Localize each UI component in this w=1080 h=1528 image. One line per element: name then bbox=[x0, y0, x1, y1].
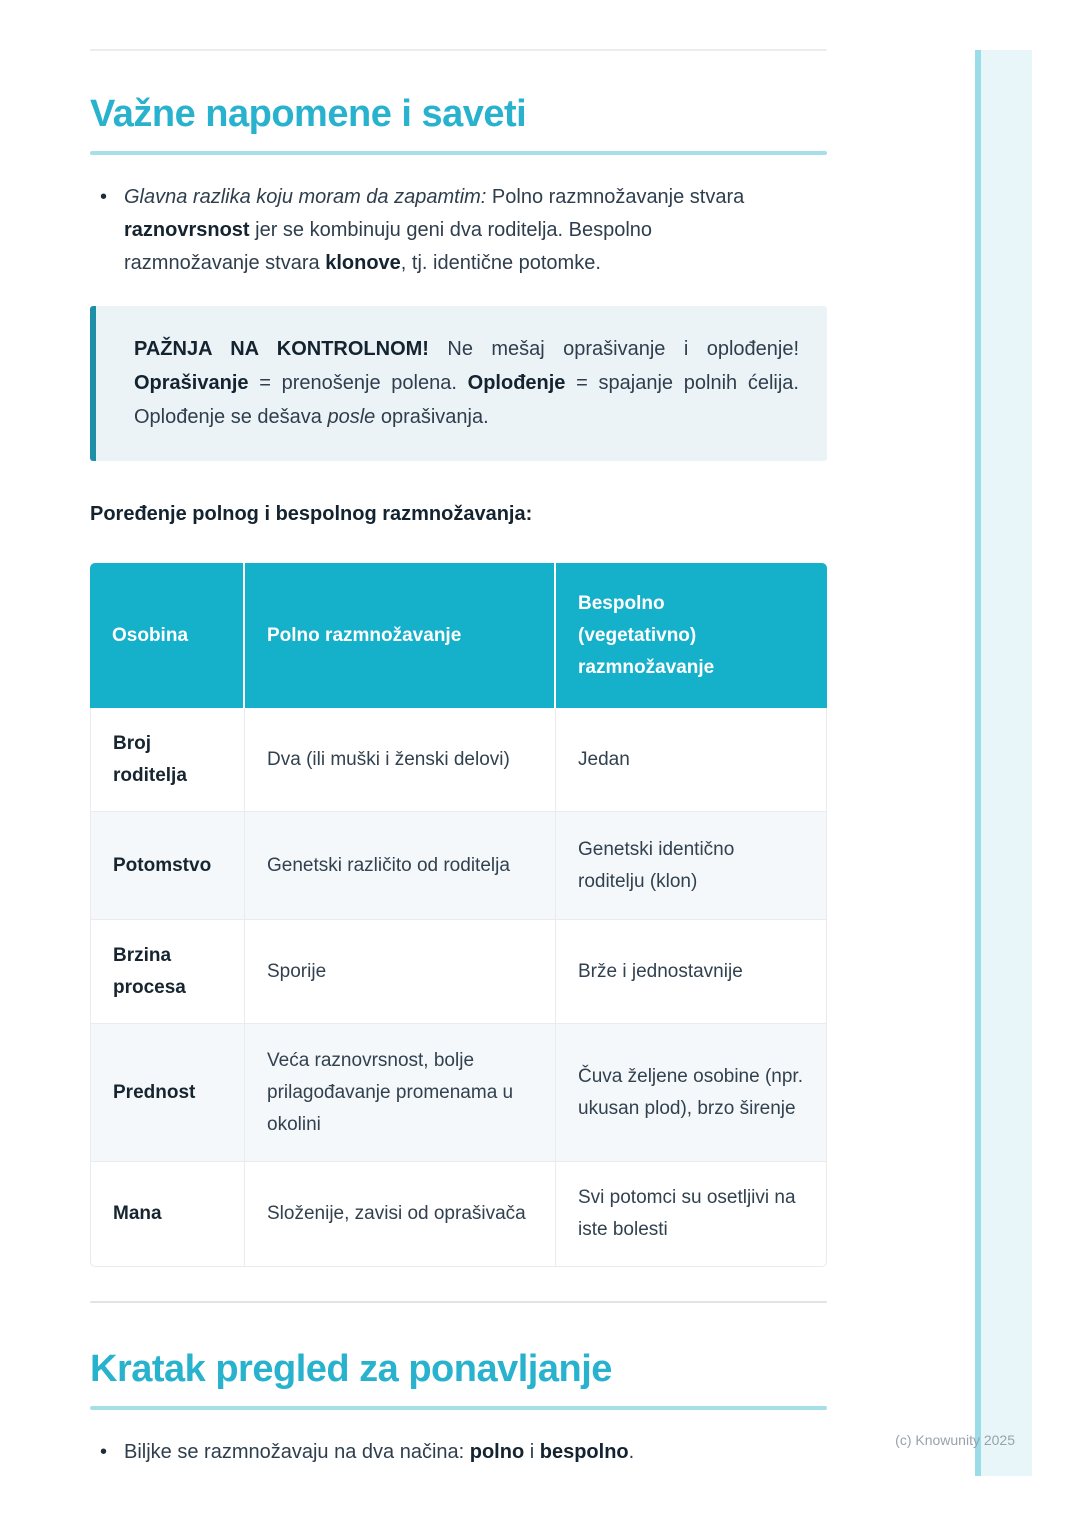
bespolno-cell: Brže i jednostavnije bbox=[556, 920, 827, 1024]
header-cell-polno: Polno razmnožavanje bbox=[245, 563, 556, 708]
note-page-content bbox=[90, 0, 827, 1469]
table-row bbox=[90, 1024, 827, 1162]
polno-cell: Genetski različito od roditelja bbox=[245, 812, 556, 920]
table-row bbox=[90, 1162, 827, 1267]
row-label-cell: Potomstvo bbox=[90, 812, 245, 920]
section-divider bbox=[90, 1301, 827, 1303]
bullet-dot-icon: • bbox=[100, 186, 108, 208]
comparison-table bbox=[90, 563, 827, 1267]
bespolno-cell: Čuva željene osobine (npr. ukusan plod), brzo širenje bbox=[556, 1024, 827, 1162]
bullet-dot-icon: • bbox=[100, 1441, 108, 1463]
page-side-stripe bbox=[975, 50, 1032, 1476]
bespolno-cell: Svi potomci su osetljivi na iste bolesti bbox=[556, 1162, 827, 1267]
table-intro-heading: Poređenje polnog i bespolnog razmnožavanja: bbox=[90, 503, 533, 525]
header-cell-bespolno: Bespolno (vegetativno) razmnožavanje bbox=[556, 563, 827, 708]
italic-lead: Glavna razlika koju moram da zapamtim: bbox=[124, 186, 487, 208]
bold-klonove: klonove bbox=[325, 252, 401, 274]
polno-cell: Dva (ili muški i ženski delovi) bbox=[245, 708, 556, 812]
row-label-cell: Brzina procesa bbox=[90, 920, 245, 1024]
bold-oprasivanje: Oprašivanje bbox=[134, 372, 249, 394]
copyright-credit: (c) Knowunity 2025 bbox=[895, 1432, 1015, 1448]
bespolno-cell: Jedan bbox=[556, 708, 827, 812]
summary-bullet bbox=[90, 1436, 827, 1469]
note-bullet-main-difference bbox=[90, 181, 827, 280]
polno-cell: Veća raznovrsnost, bolje prilagođavanje promenama u okolini bbox=[245, 1024, 556, 1162]
callout-warning-lead: PAŽNJA NA KONTROLNOM! bbox=[134, 338, 429, 360]
table-row bbox=[90, 812, 827, 920]
polno-cell: Složenije, zavisi od oprašivača bbox=[245, 1162, 556, 1267]
section-title-napomene: Važne napomene i saveti bbox=[90, 93, 527, 135]
polno-cell: Sporije bbox=[245, 920, 556, 1024]
row-label-cell: Prednost bbox=[90, 1024, 245, 1162]
bold-raznovrsnost: raznovrsnost bbox=[124, 219, 250, 241]
section-title-underline bbox=[90, 151, 827, 155]
row-label-cell: Broj roditelja bbox=[90, 708, 245, 812]
table-row bbox=[90, 920, 827, 1024]
bullet-text: Biljke se razmnožavaju na dva načina: polno i bespolno. bbox=[124, 1441, 635, 1463]
bold-oplodjenje: Oplođenje bbox=[467, 372, 566, 394]
italic-posle: posle bbox=[327, 406, 376, 428]
table-header-row bbox=[90, 563, 827, 708]
section-title-pregled: Kratak pregled za ponavljanje bbox=[90, 1348, 612, 1390]
table-row bbox=[90, 708, 827, 812]
top-divider bbox=[90, 49, 827, 51]
bold-bespolno: bespolno bbox=[539, 1441, 629, 1463]
comparison-table-header bbox=[90, 563, 827, 708]
row-label-cell: Mana bbox=[90, 1162, 245, 1267]
bespolno-cell: Genetski identično roditelju (klon) bbox=[556, 812, 827, 920]
bold-polno: polno bbox=[469, 1441, 525, 1463]
bullet-text: Glavna razlika koju moram da zapamtim: Polno razmnožavanje stvara raznovrsnost jer se kombinuju geni dva roditelja. Bespolno razmnožavanje stvara klonove, tj. identične potomke. bbox=[124, 186, 745, 274]
warning-callout-box: PAŽNJA NA KONTROLNOM! Ne mešaj oprašivanje i oplođenje! Oprašivanje = prenošenje polena. Oplođenje = spajanje polnih ćelija. Oplođenje se dešava posle oprašivanja. bbox=[90, 306, 827, 461]
section-title-underline bbox=[90, 1406, 827, 1410]
header-cell-osobina: Osobina bbox=[90, 563, 245, 708]
